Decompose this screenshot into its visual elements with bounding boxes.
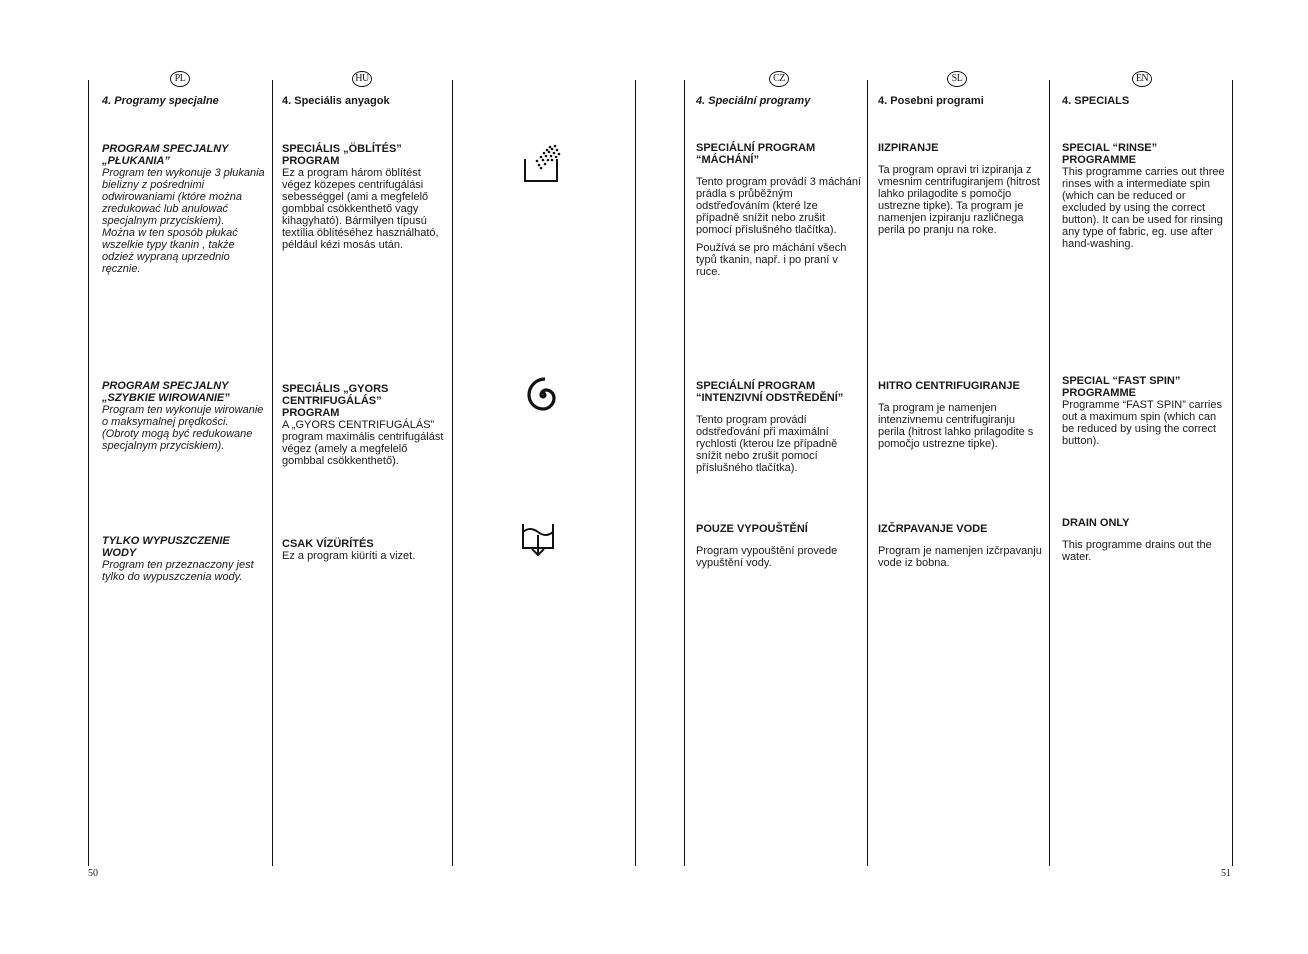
hu-rinse-body: Ez a program három öblítést végez közepes centrifugálási sebességgel (ami a megfelelő gombbal csökkenthető vagy kihagyható). Bármilyen típusú textília öblítéséhez használható, például kézi mosás után.: [282, 167, 439, 251]
pl-rinse-body: Program ten wykonuje 3 płukania bielizny z pośrednimi odwirowaniami (które można zredukować lub anulować specjalnym przyciskiem).: [102, 167, 265, 227]
hu-rinse-heading: SPECIÁLIS „ÖBLÍTÉS”: [282, 143, 402, 155]
page-number-right: 51: [1221, 868, 1231, 879]
drain-tub-icon: [520, 520, 558, 558]
column-divider: [1049, 80, 1050, 866]
column-divider: [635, 80, 636, 866]
en-drain-body: This programme drains out the water.: [1062, 539, 1212, 563]
sl-rinse-body: Ta program opravi tri izpiranja z vmesnim centrifugiranjem (hitrost lahko prilagodite s pomočjo ustrezne tipke). Ta program je namenjen izpiranju različnega perila po pranju na roke.: [878, 164, 1040, 236]
language-badge-pl: PL: [170, 71, 190, 87]
hu-drain-body: Ez a program kiüríti a vizet.: [282, 550, 416, 562]
en-spin-section: [1062, 375, 1226, 447]
en-rinse-section: [1062, 142, 1226, 250]
column-divider: [684, 80, 685, 866]
sl-spin-body: Ta program je namenjen intenzivnemu centrifugiranju perila (hitrost lahko prilagodite s pomočjo ustrezne tipke).: [878, 402, 1034, 450]
section-title-pl: 4. Programy specjalne: [102, 95, 219, 107]
cz-rinse-body: Používá se pro máchání všech typů tkanin, např. i po praní v ruce.: [696, 242, 847, 278]
column-divider: [452, 80, 453, 866]
rinse-tub-icon: [521, 143, 563, 185]
language-badge-sl: SL: [947, 71, 967, 87]
cz-rinse-heading: SPECIÁLNÍ PROGRAM: [696, 142, 816, 154]
pl-drain-body: Program ten przeznaczony jest tylko do wypuszczenia wody.: [102, 559, 254, 583]
pl-drain-heading: TYLKO WYPUSZCZENIE WODY: [102, 535, 230, 559]
cz-drain-body: Program vypouštění provede vypuštění vody.: [696, 545, 838, 569]
sl-drain-section: [878, 523, 1042, 569]
sl-drain-body: Program je namenjen izčrpavanju vode iz bobna.: [878, 545, 1042, 569]
sl-drain-heading: IZČRPAVANJE VODE: [878, 523, 988, 535]
en-spin-heading: PROGRAMME: [1062, 387, 1136, 399]
hu-drain-heading: CSAK VÍZÜRÍTÉS: [282, 538, 374, 550]
spin-spiral-icon: [524, 376, 562, 414]
hu-rinse-heading: PROGRAM: [282, 155, 340, 167]
pl-drain-section: [102, 535, 266, 583]
language-badge-hu: HU: [352, 71, 372, 87]
hu-drain-section: [282, 538, 446, 562]
pl-spin-body: Program ten wykonuje wirowanie o maksymalnej prędkości. (Obroty mogą być redukowane specjalnym przyciskiem).: [102, 404, 264, 452]
section-title-cz: 4. Speciální programy: [696, 95, 811, 107]
hu-spin-section: [282, 383, 446, 467]
column-divider: [867, 80, 868, 866]
cz-spin-body: Tento program provádí odstřeďování při maximální rychlosti (kterou lze případně snížit nebo zrušit pomocí příslušného tlačítka).: [696, 414, 838, 474]
language-badge-en: EN: [1132, 71, 1152, 87]
cz-drain-section: [696, 523, 862, 569]
section-title-sl: 4. Posebni programi: [878, 95, 984, 107]
cz-rinse-body: Tento program provádí 3 máchání prádla s průběžným odstřeďováním (které lze případně snížit nebo zrušit pomocí příslušného tlačítka).: [696, 176, 862, 236]
pl-spin-section: [102, 380, 266, 452]
sl-rinse-heading: IIZPIRANJE: [878, 142, 939, 154]
sl-rinse-section: [878, 142, 1042, 236]
language-badge-cz: CZ: [769, 71, 789, 87]
en-spin-heading: SPECIAL “FAST SPIN”: [1062, 375, 1181, 387]
cz-drain-heading: POUZE VYPOUŠTĚNÍ: [696, 523, 808, 535]
hu-rinse-section: [282, 143, 446, 251]
hu-spin-heading: CENTRIFUGÁLÁS”: [282, 395, 382, 407]
column-divider: [272, 80, 273, 866]
pl-rinse-section: [102, 143, 266, 275]
page-number-left: 50: [88, 868, 98, 879]
sl-spin-heading: HITRO CENTRIFUGIRANJE: [878, 380, 1020, 392]
pl-rinse-body: Można w ten sposób płukać wszelkie typy tkanin , także odzież wypraną uprzednio ręcznie.: [102, 227, 238, 275]
cz-spin-heading: SPECIÁLNÍ PROGRAM: [696, 380, 816, 392]
hu-spin-heading: PROGRAM: [282, 407, 340, 419]
pl-rinse-heading: „PŁUKANIA”: [102, 155, 170, 167]
en-drain-section: [1062, 517, 1226, 563]
column-divider: [1232, 80, 1233, 866]
section-title-en: 4. SPECIALS: [1062, 95, 1130, 107]
pl-spin-heading: „SZYBKIE WIROWANIE”: [102, 392, 230, 404]
en-rinse-heading: SPECIAL “RINSE”: [1062, 142, 1158, 154]
cz-rinse-section: [696, 142, 862, 278]
en-rinse-heading: PROGRAMME: [1062, 154, 1136, 166]
cz-spin-section: [696, 380, 862, 474]
hu-spin-body: A „GYORS CENTRIFUGÁLÁS” program maximális centrifugálást végez (amely a megfelelő gombbal csökkenthető).: [282, 419, 444, 467]
en-drain-heading: DRAIN ONLY: [1062, 517, 1130, 529]
hu-spin-heading: SPECIÁLIS „GYORS: [282, 383, 389, 395]
en-rinse-body: This programme carries out three rinses with a intermediate spin (which can be reduced or excluded by using the correct button). It can be used for rinsing any type of fabric, eg. use after hand-washing.: [1062, 166, 1225, 250]
cz-rinse-heading: “MÁCHÁNÍ”: [696, 154, 759, 166]
sl-spin-section: [878, 380, 1042, 450]
en-spin-body: Programme “FAST SPIN” carries out a maximum spin (which can be reduced by using the correct button).: [1062, 399, 1222, 447]
pl-spin-heading: PROGRAM SPECJALNY: [102, 380, 229, 392]
section-title-hu: 4. Speciális anyagok: [282, 95, 390, 107]
pl-rinse-heading: PROGRAM SPECJALNY: [102, 143, 229, 155]
cz-spin-heading: “INTENZIVNÍ ODSTŘEDĚNÍ”: [696, 392, 844, 404]
column-divider: [88, 80, 89, 866]
